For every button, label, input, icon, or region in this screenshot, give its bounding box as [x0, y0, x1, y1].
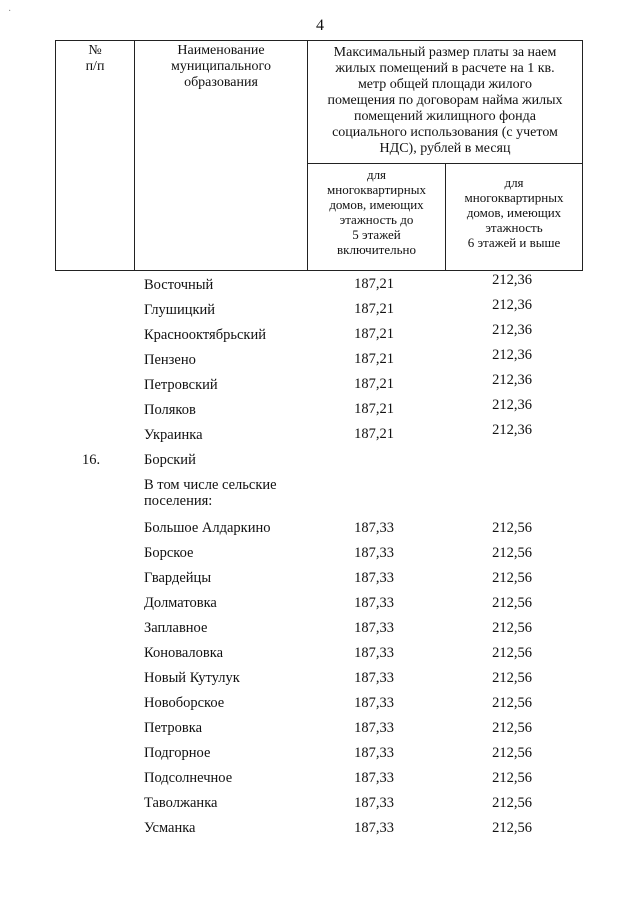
row-name: Большое Алдаркино — [144, 520, 271, 536]
row-value-up-to-5: 187,33 — [354, 695, 394, 711]
row-value-6-plus: 212,36 — [492, 347, 532, 363]
row-value-6-plus: 212,56 — [492, 695, 532, 711]
header-cell-up-to-5 — [307, 163, 446, 271]
header-cell-number — [55, 40, 135, 271]
row-value-6-plus: 212,36 — [492, 297, 532, 313]
row-name: Усманка — [144, 820, 196, 836]
row-value-up-to-5: 187,21 — [354, 401, 394, 417]
row-name: Борское — [144, 545, 194, 561]
row-value-6-plus: 212,56 — [492, 770, 532, 786]
row-name: Поляков — [144, 402, 196, 418]
header-cell-name — [134, 40, 308, 271]
row-name: Таволжанка — [144, 795, 218, 811]
row-value-6-plus: 212,56 — [492, 670, 532, 686]
row-value-up-to-5: 187,33 — [354, 595, 394, 611]
row-name: Глушицкий — [144, 302, 216, 318]
district-number: 16. — [82, 452, 101, 468]
row-value-up-to-5: 187,33 — [354, 720, 394, 736]
row-value-6-plus: 212,36 — [492, 322, 532, 338]
header-number-label: № п/п — [85, 43, 105, 74]
row-value-6-plus: 212,56 — [492, 795, 532, 811]
row-name: Петровка — [144, 720, 203, 736]
row-value-up-to-5: 187,33 — [354, 745, 394, 761]
corner-mark: · — [8, 6, 12, 17]
row-value-6-plus: 212,36 — [492, 272, 532, 288]
row-value-up-to-5: 187,33 — [354, 795, 394, 811]
row-name: Гвардейцы — [144, 570, 212, 586]
row-value-6-plus: 212,56 — [492, 570, 532, 586]
row-value-up-to-5: 187,21 — [354, 326, 394, 342]
row-name: Украинка — [144, 427, 203, 443]
row-value-6-plus: 212,56 — [492, 520, 532, 536]
row-value-6-plus: 212,56 — [492, 620, 532, 636]
row-value-up-to-5: 187,33 — [354, 520, 394, 536]
row-value-6-plus: 212,56 — [492, 595, 532, 611]
row-value-6-plus: 212,56 — [492, 545, 532, 561]
row-value-up-to-5: 187,21 — [354, 376, 394, 392]
row-value-up-to-5: 187,21 — [354, 301, 394, 317]
page-number: 4 — [316, 17, 324, 34]
row-value-up-to-5: 187,21 — [354, 426, 394, 442]
header-cell-6-plus — [445, 163, 583, 271]
row-name: Коноваловка — [144, 645, 224, 661]
row-value-6-plus: 212,56 — [492, 645, 532, 661]
row-name: Пензено — [144, 352, 196, 368]
row-value-up-to-5: 187,21 — [354, 351, 394, 367]
header-up-to-5-label: для многоквартирных домов, имеющих этажность до 5 этажей включительно — [327, 167, 426, 257]
row-name: Краснооктябрьский — [144, 327, 266, 343]
row-name: Петровский — [144, 377, 218, 393]
row-value-up-to-5: 187,33 — [354, 770, 394, 786]
row-name: Новоборское — [144, 695, 225, 711]
row-value-up-to-5: 187,33 — [354, 645, 394, 661]
header-price-label: Максимальный размер платы за наем жилых помещений в расчете на 1 кв. метр общей площади жилого помещения по договорам найма жилых помещений жилищного фонда социального использования (с учетом НДС), рублей в месяц — [327, 45, 563, 156]
district-name: Борский — [144, 452, 196, 468]
row-value-6-plus: 212,36 — [492, 422, 532, 438]
header-cell-price — [307, 40, 583, 164]
row-name: Восточный — [144, 277, 214, 293]
row-value-6-plus: 212,36 — [492, 372, 532, 388]
district-subtitle: В том числе сельские поселения: — [144, 477, 277, 509]
row-value-6-plus: 212,56 — [492, 745, 532, 761]
row-value-up-to-5: 187,33 — [354, 620, 394, 636]
row-value-up-to-5: 187,33 — [354, 570, 394, 586]
row-value-up-to-5: 187,33 — [354, 670, 394, 686]
row-value-up-to-5: 187,33 — [354, 820, 394, 836]
row-name: Заплавное — [144, 620, 208, 636]
row-name: Долматовка — [144, 595, 217, 611]
header-name-label: Наименование муниципального образования — [171, 43, 271, 90]
row-value-6-plus: 212,36 — [492, 397, 532, 413]
row-name: Новый Кутулук — [144, 670, 240, 686]
row-value-up-to-5: 187,33 — [354, 545, 394, 561]
row-name: Подгорное — [144, 745, 211, 761]
row-value-up-to-5: 187,21 — [354, 276, 394, 292]
header-6-plus-label: для многоквартирных домов, имеющих этажность 6 этажей и выше — [464, 175, 564, 250]
row-name: Подсолнечное — [144, 770, 233, 786]
row-value-6-plus: 212,56 — [492, 820, 532, 836]
row-value-6-plus: 212,56 — [492, 720, 532, 736]
